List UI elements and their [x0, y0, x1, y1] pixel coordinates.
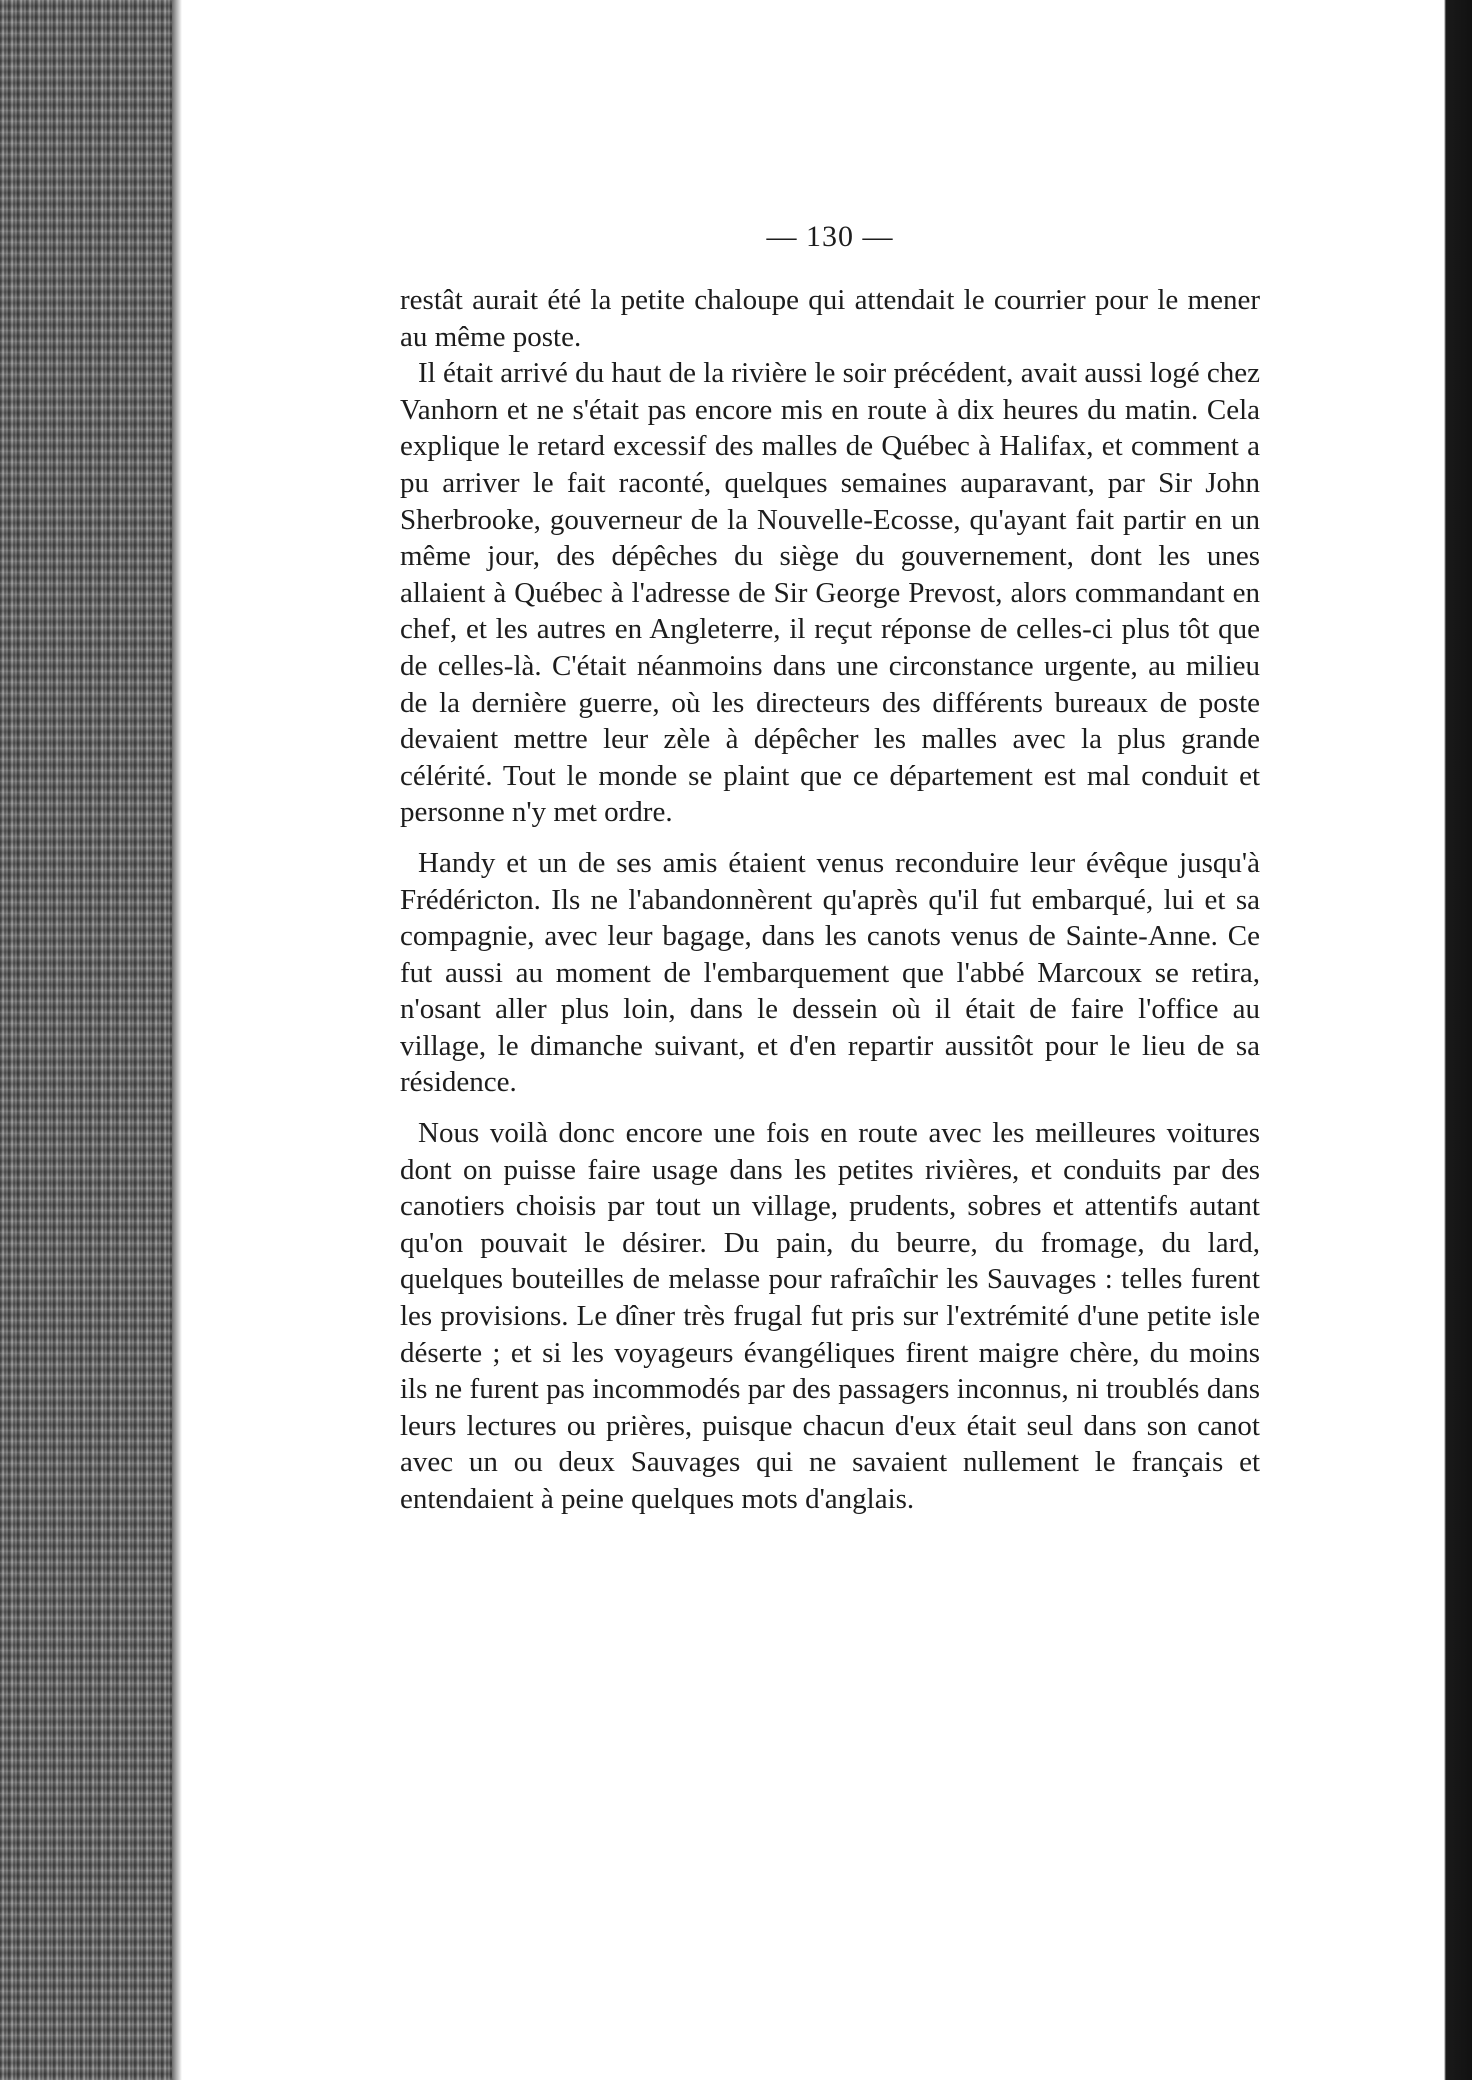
page-number: — 130 —	[766, 220, 894, 253]
paragraph-3: Handy et un de ses amis étaient venus reconduire leur évêque jusqu'à Frédéricton. Ils ne l'abandonnèrent qu'après qu'il fut embarqué, lui et sa compagnie, avec leur bagage, dans les canots venus de Sainte-Anne. Ce fut aussi au moment de l'embarquement que l'abbé Marcoux se retira, n'osant aller plus loin, dans le dessein où il était de faire l'office au village, le dimanche suivant, et d'en repartir aussitôt pour le lieu de sa résidence.	[400, 846, 1260, 1099]
paragraph-gap	[400, 1101, 1260, 1115]
paragraph-1: restât aurait été la petite chaloupe qui attendait le courrier pour le mener au même poste.	[400, 284, 1260, 353]
paragraph-4: Nous voilà donc encore une fois en route avec les meilleures voitures dont on puisse faire usage dans les petites rivières, et conduits par des canotiers choisis par tout un village, prudents, sobres et attentifs autant qu'on pouvait le désirer. Du pain, du beurre, du fromage, du lard, quelques bouteilles de melasse pour rafraîchir les Sauvages : telles furent les provisions. Le dîner très frugal fut pris sur l'extrémité d'une petite isle déserte ; et si les voyageurs évangéliques firent maigre chère, du moins ils ne furent pas incommodés par des passagers inconnus, ni troublés dans leurs lectures ou prières, puisque chacun d'eux était seul dans son canot avec un ou deux Sauvages qui ne savaient nullement le français et entendaient à peine quelques mots d'anglais.	[400, 1117, 1260, 1515]
facing-page-edge	[1438, 0, 1472, 2080]
paragraph-2: Il était arrivé du haut de la rivière le soir précédent, avait aussi logé chez Vanhorn et ne s'était pas encore mis en route à dix heures du matin. Cela explique le retard excessif des malles de Québec à Halifax, et comment a pu arriver le fait raconté, quelques semaines auparavant, par Sir John Sherbrooke, gouverneur de la Nouvelle-Ecosse, qu'ayant fait partir en un même jour, des dépêches du siège du gouvernement, dont les unes allaient à Québec à l'adresse de Sir George Prevost, alors commandant en chef, et les autres en Angleterre, il reçut réponse de celles-ci plus tôt que de celles-là. C'était néanmoins dans une circonstance urgente, au milieu de la dernière guerre, où les directeurs des différents bureaux de poste devaient mettre leur zèle à dépêcher les malles avec la plus grande célérité. Tout le monde se plaint que ce département est mal conduit et personne n'y met ordre.	[400, 357, 1260, 829]
book-page-edges	[0, 0, 172, 2080]
paragraph-gap	[400, 831, 1260, 845]
page-text-block	[400, 220, 1260, 1518]
gutter-shadow	[172, 0, 182, 2080]
